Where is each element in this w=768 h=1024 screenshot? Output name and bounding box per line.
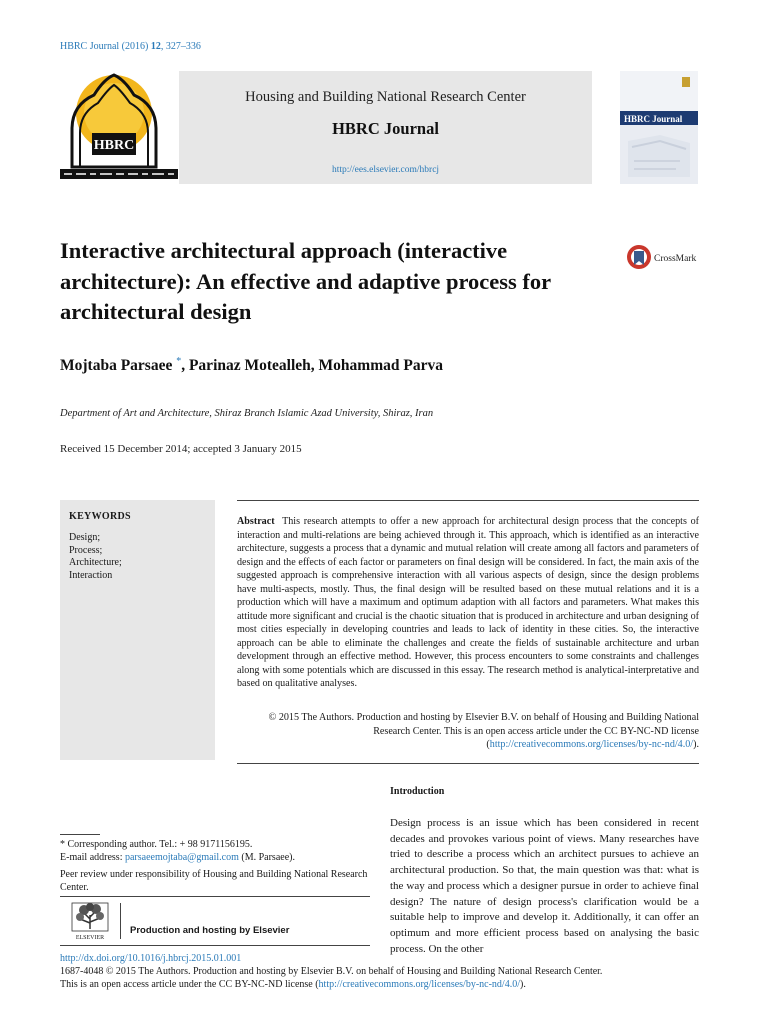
affiliation: Department of Art and Architecture, Shiraz Branch Islamic Azad University, Shiraz, Iran	[60, 408, 434, 419]
corresponding-author-note: * Corresponding author. Tel.: + 98 9171156195.	[60, 839, 253, 850]
abstract-label: Abstract	[237, 516, 275, 527]
copyright-text: © 2015 The Authors. Production and hosting by Elsevier B.V. on behalf of Housing and Building National Research Center. This is an open access article under the CC BY-NC-ND license (	[268, 712, 699, 750]
first-author: Mojtaba Parsaee	[60, 357, 173, 375]
logo-text: HBRC	[93, 138, 135, 153]
crossmark-badge[interactable]	[627, 243, 707, 271]
article-title: Interactive architectural approach (interactive architecture): An effective and adaptive process for architectural design	[60, 238, 551, 324]
keywords-box	[60, 500, 215, 760]
institution-name: Housing and Building National Research Center	[245, 89, 526, 105]
introduction-heading: Introduction	[390, 786, 445, 797]
footnote-divider	[60, 834, 100, 835]
keywords-list	[69, 532, 122, 582]
open-access-line	[60, 978, 710, 991]
journal-pages: , 327–336	[160, 41, 201, 52]
oa-prefix: This is an open access article under the CC BY-NC-ND license (	[60, 979, 319, 990]
keyword-item: Architecture;	[69, 557, 122, 569]
email-suffix: (M. Parsaee).	[238, 852, 295, 863]
elsevier-production-box	[60, 896, 370, 946]
journal-volume: 12	[150, 41, 161, 52]
oa-license-link[interactable]: http://creativecommons.org/licenses/by-nc-nd/4.0/	[318, 979, 520, 990]
crossmark-label: CrossMark	[654, 254, 697, 264]
author-list	[60, 356, 443, 375]
footnote	[60, 838, 370, 894]
journal-ref-prefix: HBRC Journal (2016)	[60, 41, 151, 52]
doi-link[interactable]: http://dx.doi.org/10.1016/j.hbrcj.2015.01.001	[60, 953, 242, 964]
keyword-item: Design;	[69, 532, 101, 543]
abstract-text: This research attempts to offer a new approach for architectural design process that the concepts of interaction and multi-relations are being achieved through it. This approach, which is identified as an interactive architecture, suggests a process that a dynamic and mutual relation will create among all factors and parameters of design and the effects of each factor or parameters on final design will be considered. In fact, the main axis of the suggested approach is comprehensive interaction with all various aspects of design, since the design problems have multi-aspects, mostly. Thus, the final design will be resulted based on these mutual relations and it is a production which will have a maximum and optimum adaption with all factors and parameters. What makes this attitude more significant and crucial is the chaotic situation that is produced in architecture and urban designing of most cities especially in developing countries and leads to lack of identity in these cities. So, the interactive approach can be able to eliminate the challenges and create the fields of sustainable architecture and urban development through an effective method. However, this process encounters to some constraints and challenges along with some potentials which are discussed in this essay. The research method is analytical-interpretative and based on qualitative analyses.	[237, 516, 699, 689]
abstract-copyright	[259, 711, 699, 752]
journal-url-link[interactable]: http://ees.elsevier.com/hbrcj	[331, 165, 440, 175]
production-hosting-text: Production and hosting by Elsevier	[130, 925, 290, 936]
email-line	[60, 851, 370, 864]
co-authors: , Parinaz Motealleh, Mohammad Parva	[181, 357, 443, 375]
license-link[interactable]: http://creativecommons.org/licenses/by-nc-nd/4.0/	[489, 739, 694, 750]
elsevier-logo-text: ELSEVIER	[75, 935, 105, 941]
hbrc-logo	[58, 71, 180, 184]
oa-suffix: ).	[519, 979, 526, 990]
elsevier-divider	[120, 903, 121, 939]
peer-review-note: Peer review under responsibility of Housing and Building National Research Center.	[60, 869, 368, 893]
received-dates: Received 15 December 2014; accepted 3 January 2015	[60, 443, 302, 455]
corresponding-author-marker[interactable]: *	[176, 356, 182, 367]
keyword-item: Interaction	[69, 569, 113, 581]
page-footer	[60, 952, 710, 991]
email-label: E-mail address:	[60, 852, 125, 863]
introduction-text: Design process is an issue which has been considered in recent decades and provokes various point of views. Many researches have tried to describe a process which an architect pursues to achieve an architectural production. So that, the main question was that: what is the way and process which a designer pursue in order to achieve final design? The nature of design process's clarification would be a suitable help to improve and develop it. Additionally, it can offer an optimum and more efficient process based on analysing the basic process. On the other	[390, 817, 699, 955]
issn-line: 1687-4048 © 2015 The Authors. Production and hosting by Elsevier B.V. on behalf of Housing and Building National Research Center.	[60, 966, 603, 977]
journal-header	[179, 71, 592, 184]
hbrc-logo-graphic	[58, 71, 180, 184]
abstract-paragraph	[237, 515, 699, 691]
keyword-item: Process;	[69, 544, 103, 556]
abstract-section	[237, 500, 699, 764]
journal-name: HBRC Journal	[332, 119, 439, 138]
journal-cover-image	[620, 71, 698, 184]
keywords-title: KEYWORDS	[69, 511, 131, 522]
cover-title: HBRC Journal	[624, 114, 683, 124]
copyright-end: ).	[693, 739, 699, 750]
email-link[interactable]: parsaeemojtaba@gmail.com	[124, 852, 239, 863]
journal-reference[interactable]	[60, 41, 201, 52]
elsevier-tree-logo	[68, 901, 112, 941]
